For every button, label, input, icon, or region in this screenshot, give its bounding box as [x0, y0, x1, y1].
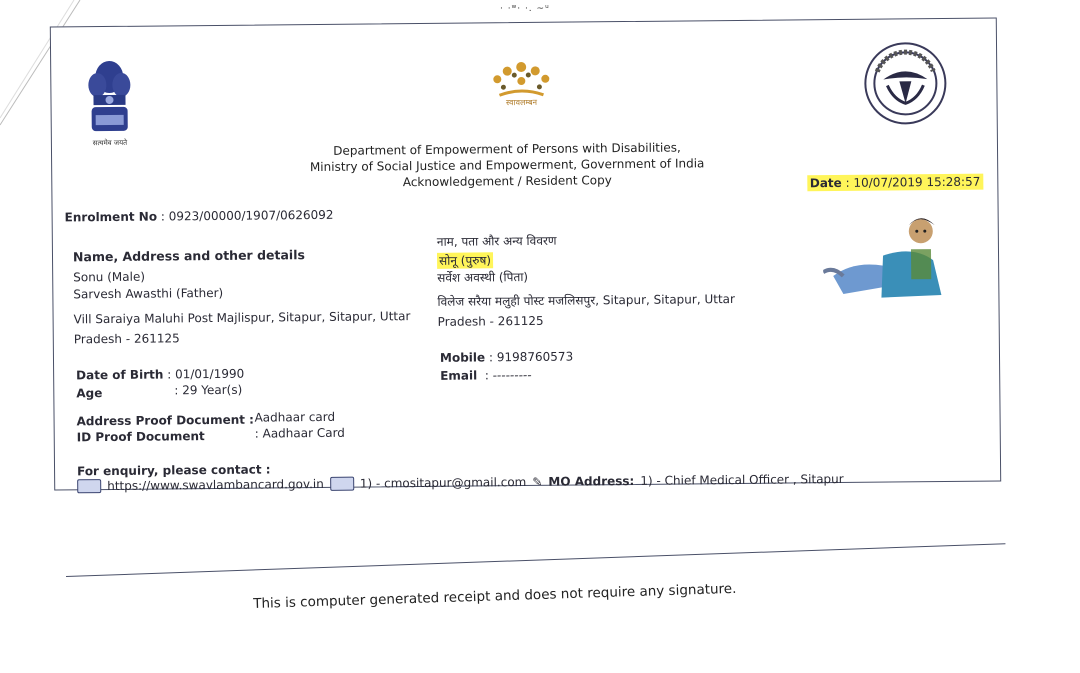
- hindi-address-line2: Pradesh - 261125: [437, 313, 544, 329]
- up-government-seal-icon: [863, 41, 948, 126]
- email-value: : ---------: [484, 367, 532, 383]
- emblem-caption: सत्यमेव जयते: [92, 138, 128, 148]
- date-value: : 10/07/2019 15:28:57: [845, 174, 981, 190]
- date-field: [807, 174, 984, 192]
- date-label: Date: [809, 175, 842, 191]
- hindi-heading: नाम, पता और अन्य विवरण: [436, 233, 557, 249]
- swavlamban-logo-icon: [481, 57, 561, 102]
- logo-caption: स्वावलम्बन: [505, 97, 538, 108]
- header-department: Department of Empowerment of Persons with Disabilities,: [333, 140, 681, 158]
- details-heading: Name, Address and other details: [72, 247, 305, 265]
- website-link[interactable]: https://www.swavlambancard.gov.in: [107, 476, 324, 494]
- id-proof-label: ID Proof Document: [76, 429, 205, 445]
- email-icon: [330, 477, 354, 491]
- mo-address-label: MO Address:: [548, 473, 635, 489]
- hindi-father: सर्वेश अवस्थी (पिता): [437, 269, 529, 285]
- address-line2: Pradesh - 261125: [73, 331, 180, 347]
- enrolment-label: Enrolment No: [64, 209, 158, 225]
- national-emblem-icon: [79, 55, 140, 146]
- mobile-field: [440, 349, 573, 366]
- age-value: : 29 Year(s): [174, 382, 243, 398]
- address-proof-value: Aadhaar card: [254, 409, 336, 425]
- father-name: Sarvesh Awasthi (Father): [73, 285, 224, 302]
- hindi-address-line1: विलेज सरैया मलुही पोस्ट मजलिसपुर, Sitapur, Sitapur, Uttar: [437, 291, 735, 309]
- contact-email[interactable]: 1) - cmositapur@gmail.com: [359, 475, 527, 491]
- applicant-name: Sonu (Male): [73, 269, 146, 285]
- id-proof-value: : Aadhaar Card: [254, 425, 345, 441]
- enrolment-field: [65, 207, 334, 226]
- email-field: [440, 367, 532, 384]
- receipt-card: [50, 17, 1001, 494]
- address-proof-label: Address Proof Document :: [76, 412, 255, 429]
- web-icon: [77, 479, 101, 493]
- pen-icon: ✎: [532, 474, 543, 489]
- email-label: Email: [440, 368, 478, 383]
- hindi-address: [437, 289, 735, 332]
- mobile-label: Mobile: [439, 350, 486, 365]
- age-label: Age: [76, 386, 103, 401]
- mobile-value: : 9198760573: [488, 349, 574, 365]
- footer-note: This is computer generated receipt and does not require any signature.: [253, 580, 737, 612]
- swavlamban-logo: [481, 57, 562, 118]
- signature-divider: [66, 543, 1005, 577]
- hindi-name: सोनू (पुरुष): [437, 252, 493, 269]
- scan-mark: · ·ʷ· ·. ~ᵘ: [500, 4, 550, 14]
- dob-value: : 01/01/1990: [167, 366, 245, 382]
- dob-field: [76, 366, 244, 384]
- header-copy-type: Acknowledgement / Resident Copy: [402, 173, 612, 190]
- address: [74, 306, 411, 349]
- enquiry-heading: For enquiry, please contact :: [76, 462, 271, 479]
- address-line1: Vill Saraiya Maluhi Post Majlispur, Sitapur, Sitapur, Uttar: [73, 309, 411, 327]
- header-ministry: Ministry of Social Justice and Empowerment, Government of India: [309, 156, 705, 175]
- dob-label: Date of Birth: [76, 367, 164, 383]
- enrolment-value: : 0923/00000/1907/0626092: [160, 207, 334, 224]
- applicant-photo: [823, 205, 954, 302]
- mo-address-value: 1) - Chief Medical Officer , Sitapur: [640, 471, 844, 488]
- header-block: [282, 139, 732, 191]
